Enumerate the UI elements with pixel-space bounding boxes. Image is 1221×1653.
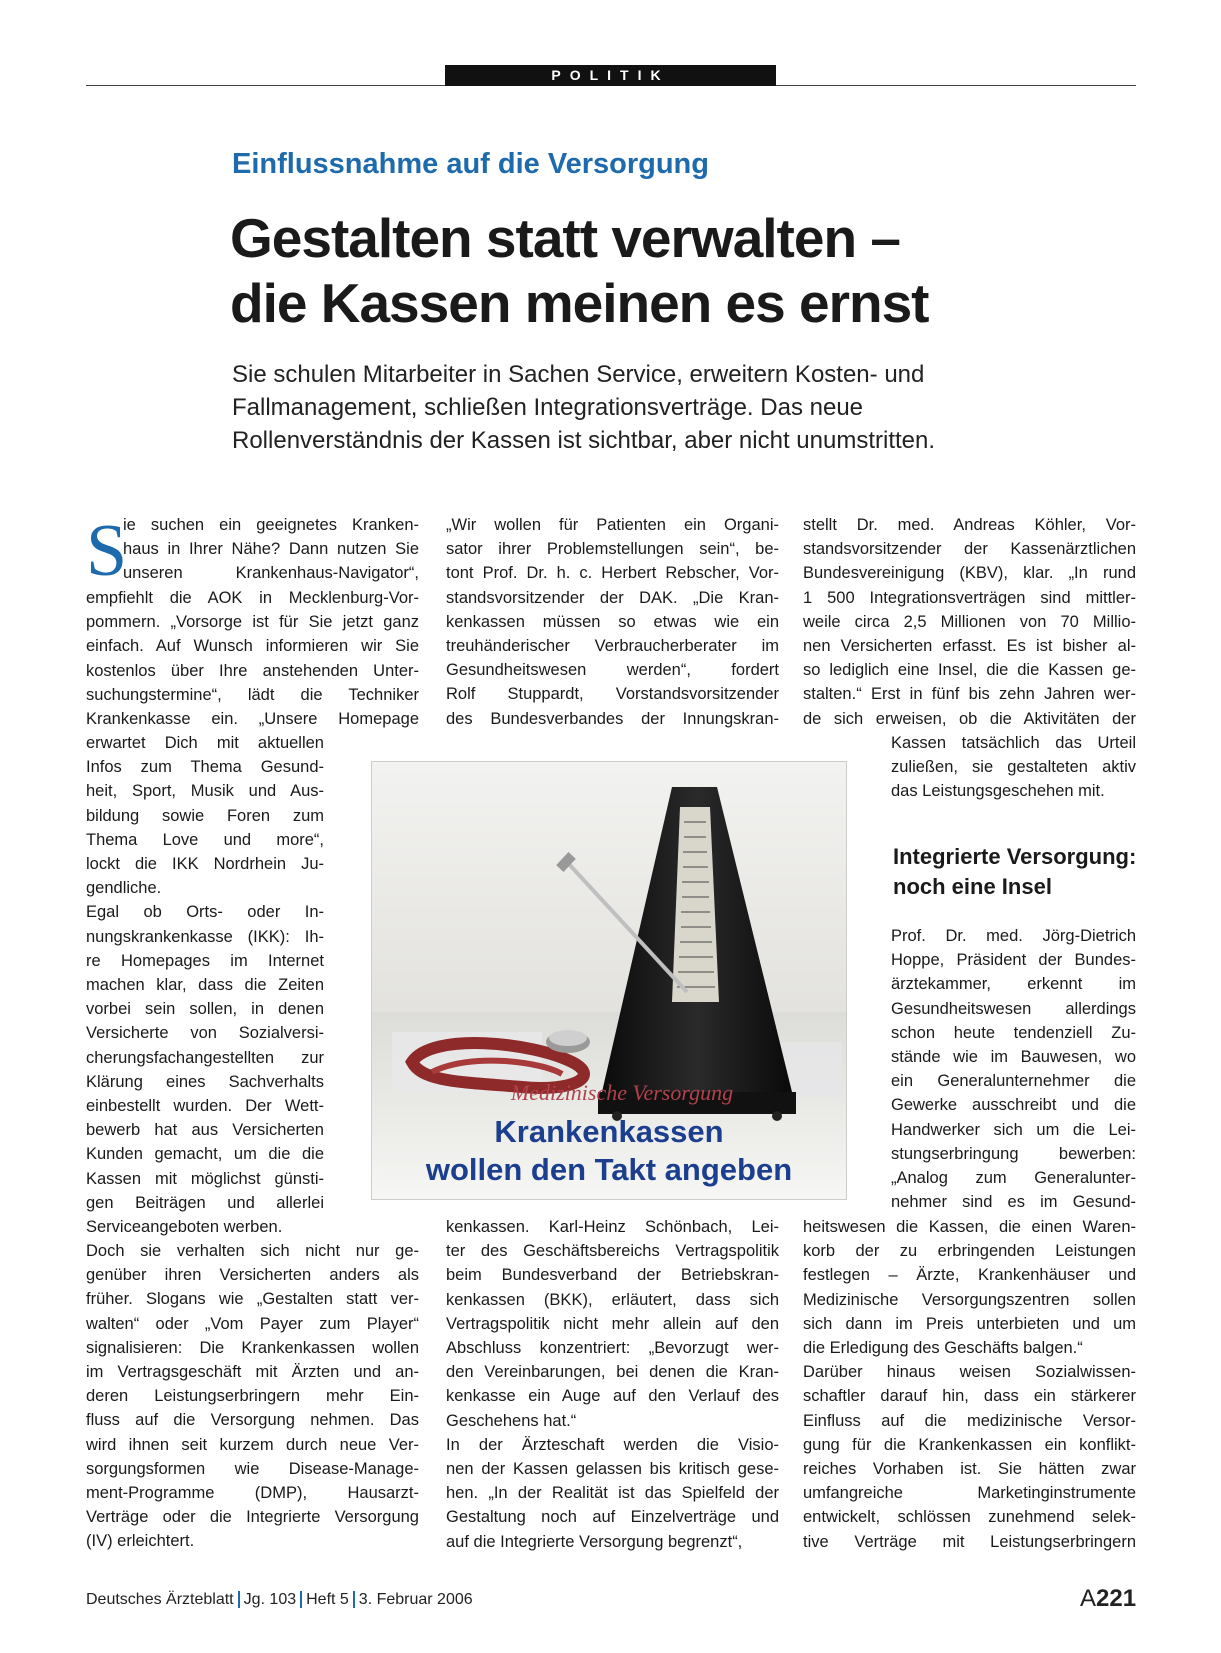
column-3-narrow: [891, 731, 1136, 804]
text-line: pommern. „Vorsorge ist für Sie jetzt ganz: [86, 613, 419, 632]
subheading-line: Integrierte Versorgung:: [893, 844, 1137, 869]
text-line: umfangreiche Marketinginstrumente: [803, 1484, 1136, 1503]
subheading-line: noch eine Insel: [893, 874, 1052, 899]
text-line: stalten.“ Erst in fünf bis zehn Jahren wer-: [803, 685, 1136, 704]
text-line: de sich erweisen, ob die Aktivitäten der: [803, 709, 1136, 728]
text-line: kenkassen müssen so etwas wie ein: [446, 612, 779, 631]
journal-name: Deutsches Ärzteblatt: [86, 1591, 234, 1608]
text-line: korb der zu erbringenden Leistungen: [803, 1242, 1136, 1261]
text-line: Doch sie verhalten sich nicht nur ge-: [86, 1242, 419, 1260]
text-line: fluss auf die Versorgung nehmen. Das: [86, 1411, 419, 1430]
text-line: Kassen tatsächlich das Urteil: [891, 734, 1136, 752]
text-line: nen der Kassen gelassen bis kritisch gese-: [446, 1460, 779, 1479]
issue: Heft 5: [306, 1591, 349, 1608]
column-1: [86, 586, 419, 731]
page-number-value: 221: [1096, 1585, 1137, 1612]
column-2-bottom: [446, 1215, 779, 1554]
text-line: Geschehens hat.“: [446, 1411, 577, 1430]
text-line: Abschluss konzentriert: „Bevorzugt wer-: [446, 1339, 779, 1358]
text-line: reiches Vorhaben ist. Sie hätten zwar: [803, 1460, 1136, 1479]
text-line: suchungstermine“, lädt die Techniker: [86, 685, 419, 704]
text-line: einfach. Auf Wunsch informieren wir Sie: [86, 637, 419, 656]
lead-line: Sie schulen Mitarbeiter in Sachen Service, erweitern Kosten- und: [232, 361, 925, 388]
text-line: tont Prof. Dr. h. c. Herbert Rebscher, Vor-: [446, 564, 779, 583]
text-line: ter des Geschäftsbereichs Vertragspolitik: [446, 1242, 779, 1261]
text-line: „Analog zum Generalunter-: [891, 1169, 1136, 1188]
text-line: Handwerker sich um die Lei-: [891, 1120, 1136, 1139]
text-line: Kunden gemacht, um die die: [86, 1145, 324, 1164]
volume: Jg. 103: [243, 1591, 297, 1608]
text-line: Bundesvereinigung (KBV), klar. „In rund: [803, 564, 1136, 583]
text-line: weile circa 2,5 Millionen von 70 Millio-: [803, 612, 1136, 631]
text-line: Serviceangeboten werben.: [86, 1218, 283, 1237]
text-line: bildung sowie Foren zum: [86, 806, 324, 825]
figure-caption: [372, 1113, 846, 1189]
text-line: standsvorsitzender der DAK. „Die Kran-: [446, 588, 779, 607]
text-line: Gewerke ausschreibt und die: [891, 1096, 1136, 1115]
text-line: Medizinische Versorgungszentren sollen: [803, 1290, 1136, 1309]
text-line: einbestellt wurden. Der Wett-: [86, 1097, 324, 1116]
text-line: In der Ärzteschaft werden die Visio-: [446, 1435, 779, 1454]
section-rubric: POLITIK: [445, 65, 776, 86]
text-line: kenkassen (BKK), erläutert, dass sich: [446, 1290, 779, 1309]
text-line: tive Verträge mit Leistungserbringern: [803, 1532, 1136, 1551]
text-line: sich dann im Preis unterbieten und um: [803, 1314, 1136, 1333]
footer-separator: [300, 1591, 302, 1608]
issue-date: 3. Februar 2006: [358, 1591, 473, 1608]
text-line: schaftler darauf hin, dass ein stärkerer: [803, 1387, 1136, 1406]
text-line: Prof. Dr. med. Jörg-Dietrich: [891, 927, 1136, 945]
figure-caption-line: Krankenkassen: [494, 1114, 724, 1149]
text-line: genüber ihren Versicherten anders als: [86, 1266, 419, 1285]
column-3-top: [803, 513, 1136, 731]
column-3-bottom: [803, 1215, 1136, 1554]
headline: [230, 206, 1130, 336]
drop-cap: S: [86, 510, 128, 592]
text-line: erwartet Dich mit aktuellen: [86, 734, 324, 752]
text-line: standsvorsitzender der Kassenärztlichen: [803, 540, 1136, 559]
text-line: festlegen – Ärzte, Krankenhäuser und: [803, 1266, 1136, 1285]
page-number: [1080, 1585, 1136, 1613]
text-line: Infos zum Thema Gesund-: [86, 758, 324, 777]
text-line: Kassen mit möglichst günsti-: [86, 1169, 324, 1188]
text-line: Vertragspolitik nicht mehr allein auf den: [446, 1314, 779, 1333]
text-line: haus in Ihrer Nähe? Dann nutzen Sie: [123, 540, 419, 559]
text-line: früher. Slogans wie „Gestalten statt ver-: [86, 1290, 419, 1309]
text-line: das Leistungsgeschehen mit.: [891, 782, 1105, 801]
figure-caption-line: wollen den Takt angeben: [425, 1152, 793, 1187]
text-line: re Homepages im Internet: [86, 951, 324, 970]
text-line: Verträge oder die Integrierte Versorgung: [86, 1508, 419, 1527]
text-line: Klärung eines Sachverhalts: [86, 1072, 324, 1091]
text-line: ment-Programme (DMP), Hausarzt-: [86, 1484, 419, 1503]
text-line: Gesundheitswesen allerdings: [891, 999, 1136, 1018]
text-line: „Wir wollen für Patienten ein Organi-: [446, 516, 779, 534]
page-prefix: A: [1080, 1585, 1097, 1612]
text-line: lockt die IKK Nordrhein Ju-: [86, 855, 324, 874]
text-line: Gestaltung noch auf Einzelverträge und: [446, 1508, 779, 1527]
column-1-bottom: [86, 1239, 419, 1554]
text-line: Thema Love und more“,: [86, 830, 324, 849]
text-line: so lediglich eine Insel, die die Kassen ge-: [803, 661, 1136, 680]
text-line: ie suchen ein geeignetes Kranken-: [123, 516, 419, 534]
column-3-narrow-2: [891, 924, 1136, 1214]
subheading: [893, 842, 1136, 902]
text-line: Gesundheitswesen werden“, fordert: [446, 661, 779, 680]
text-line: auf die Integrierte Versorgung begrenzt“,: [446, 1532, 743, 1551]
footer-separator: [238, 1591, 240, 1608]
footer-separator: [353, 1591, 355, 1608]
text-line: ein Generalunternehmer die: [891, 1072, 1136, 1091]
kicker: Einflussnahme auf die Versorgung: [232, 148, 709, 180]
text-line: Rolf Stuppardt, Vorstandsvorsitzender: [446, 685, 779, 704]
text-line: gen Beiträgen und allerlei: [86, 1193, 324, 1212]
text-line: Darüber hinaus weisen Sozialwissen-: [803, 1363, 1136, 1382]
text-line: gung für die Krankenkassen ein konflikt-: [803, 1435, 1136, 1454]
text-line: 1 500 Integrationsverträgen sind mittler-: [803, 588, 1136, 607]
text-line: stände wie im Bauwesen, wo: [891, 1048, 1136, 1067]
text-line: Hoppe, Präsident der Bundes-: [891, 951, 1136, 970]
text-line: vorbei sein sollen, in denen: [86, 1000, 324, 1019]
text-line: stungserbringung bewerben:: [891, 1144, 1136, 1163]
text-line: signalisieren: Die Krankenkassen wollen: [86, 1338, 419, 1357]
text-line: zuließen, sie gestalteten aktiv: [891, 758, 1136, 777]
text-line: wird ihnen seit kurzem durch neue Ver-: [86, 1435, 419, 1454]
text-line: nehmer sind es im Gesund-: [891, 1193, 1136, 1212]
text-line: cherungsfachangestellten zur: [86, 1048, 324, 1067]
text-line: Egal ob Orts- oder In-: [86, 903, 324, 922]
text-line: im Vertragsgeschäft mit Ärzten und an-: [86, 1363, 419, 1382]
column-1-top: [123, 513, 419, 586]
headline-line: die Kassen meinen es ernst: [230, 272, 929, 334]
text-line: hen. „In der Realität ist das Spielfeld der: [446, 1484, 779, 1503]
text-line: unseren Krankenhaus-Navigator“,: [123, 564, 419, 583]
text-line: ärztekammer, erkennt im: [891, 975, 1136, 994]
text-line: kostenlos über Ihre anstehenden Unter-: [86, 661, 419, 680]
lead-line: Rollenverständnis der Kassen ist sichtbar, aber nicht unumstritten.: [232, 427, 936, 454]
text-line: kenkassen. Karl-Heinz Schönbach, Lei-: [446, 1218, 779, 1236]
figure-caption-small: Medizinische Versorgung: [510, 1080, 734, 1105]
text-line: schon heute tendenziell Zu-: [891, 1023, 1136, 1042]
text-line: nungskrankenkasse (IKK): Ih-: [86, 927, 324, 946]
text-line: empfiehlt die AOK in Mecklenburg-Vor-: [86, 589, 419, 607]
text-line: nen Versicherten erfasst. Es ist bisher al-: [803, 637, 1136, 656]
footer-citation: [86, 1591, 473, 1609]
text-line: sorgungsformen wie Disease-Manage-: [86, 1459, 419, 1478]
text-line: beim Bundesverband der Betriebskran-: [446, 1266, 779, 1285]
text-line: heit, Sport, Musik und Aus-: [86, 782, 324, 801]
text-line: den Vereinbarungen, bei denen die Kran-: [446, 1363, 779, 1382]
text-line: Versicherte von Sozialversi-: [86, 1024, 324, 1043]
lead-paragraph: [232, 358, 1112, 457]
text-line: walten“ oder „Vom Payer zum Player“: [86, 1314, 419, 1333]
text-line: deren Leistungserbringern mehr Ein-: [86, 1387, 419, 1406]
text-line: des Bundesverbandes der Innungskran-: [446, 709, 779, 728]
text-line: kenkasse ein Auge auf den Verlauf des: [446, 1387, 779, 1406]
text-line: Krankenkasse ein. „Unsere Homepage: [86, 710, 419, 729]
text-line: entwickelt, schlössen zunehmend selek-: [803, 1508, 1136, 1527]
column-1-narrow: [86, 731, 324, 1239]
text-line: (IV) erleichtert.: [86, 1532, 195, 1551]
article-figure: [371, 761, 847, 1200]
text-line: stellt Dr. med. Andreas Köhler, Vor-: [803, 516, 1136, 534]
column-2-top: [446, 513, 779, 731]
text-line: treuhänderischer Verbraucherberater im: [446, 637, 779, 656]
text-line: sator ihrer Problemstellungen sein“, be-: [446, 540, 779, 559]
text-line: heitswesen die Kassen, die einen Waren-: [803, 1218, 1136, 1236]
text-line: bewerb hat aus Versicherten: [86, 1121, 324, 1140]
text-line: die Erledigung des Geschäfts balgen.“: [803, 1339, 1083, 1358]
text-line: Einfluss auf die medizinische Versor-: [803, 1411, 1136, 1430]
headline-line: Gestalten statt verwalten –: [230, 207, 900, 269]
text-line: gendliche.: [86, 879, 162, 898]
text-line: machen klar, dass die Zeiten: [86, 976, 324, 995]
lead-line: Fallmanagement, schließen Integrationsverträge. Das neue: [232, 394, 864, 421]
